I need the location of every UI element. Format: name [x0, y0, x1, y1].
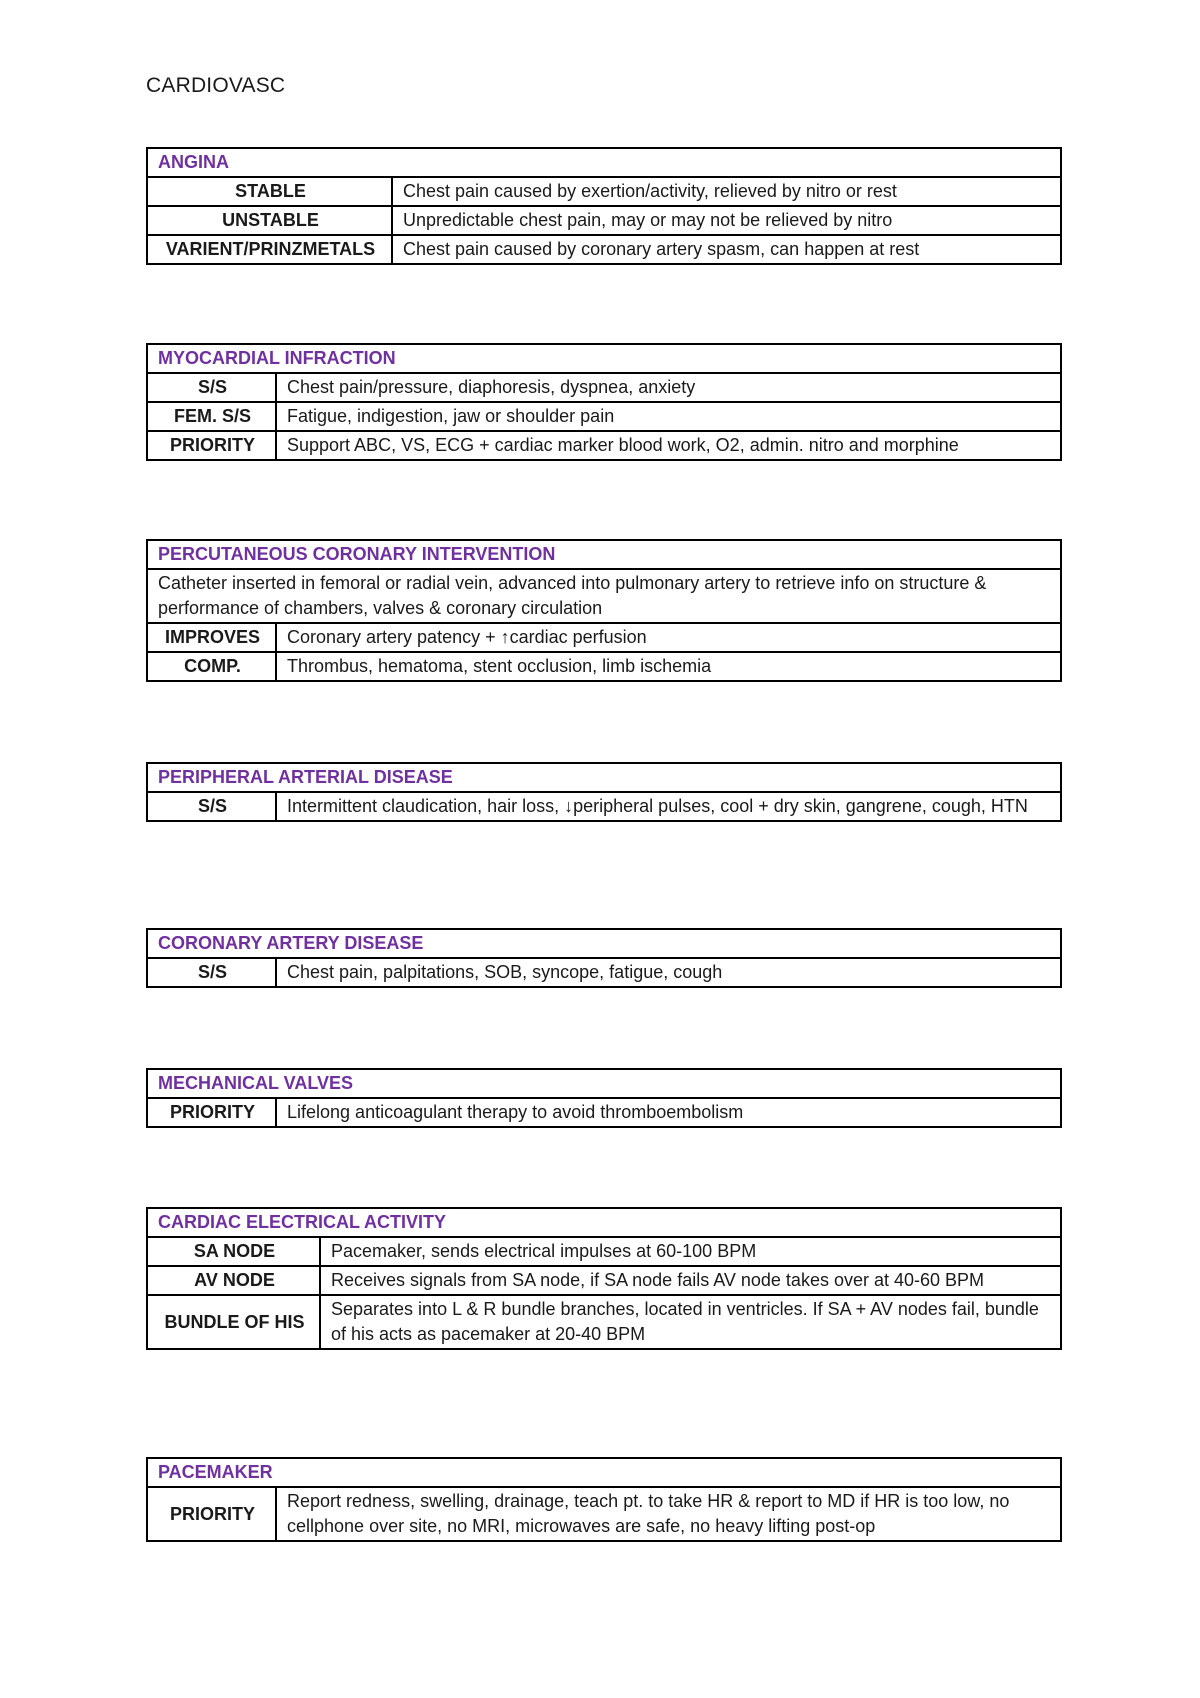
- row-label: STABLE: [147, 177, 392, 206]
- row-text: Pacemaker, sends electrical impulses at 60-100 BPM: [320, 1237, 1061, 1266]
- angina-table: [146, 147, 1062, 265]
- table-row: [147, 431, 1061, 460]
- table-row: [147, 1266, 1061, 1295]
- row-label: S/S: [147, 958, 276, 987]
- row-label: AV NODE: [147, 1266, 320, 1295]
- table-row: [147, 235, 1061, 264]
- section-heading: CORONARY ARTERY DISEASE: [147, 929, 1061, 958]
- section-heading: PACEMAKER: [147, 1458, 1061, 1487]
- row-text: Chest pain, palpitations, SOB, syncope, fatigue, cough: [276, 958, 1061, 987]
- row-text: Support ABC, VS, ECG + cardiac marker blood work, O2, admin. nitro and morphine: [276, 431, 1061, 460]
- table-row: [147, 1487, 1061, 1541]
- table-header-row: [147, 929, 1061, 958]
- table-row: [147, 1237, 1061, 1266]
- table-header-row: [147, 540, 1061, 569]
- row-label: PRIORITY: [147, 1487, 276, 1541]
- row-label: FEM. S/S: [147, 402, 276, 431]
- table-header-row: [147, 763, 1061, 792]
- table-row: [147, 373, 1061, 402]
- row-text: Lifelong anticoagulant therapy to avoid thromboembolism: [276, 1098, 1061, 1127]
- section-description: Catheter inserted in femoral or radial vein, advanced into pulmonary artery to retrieve info on structure & performance of chambers, valves & coronary circulation: [147, 569, 1061, 623]
- row-label: UNSTABLE: [147, 206, 392, 235]
- section-heading: PERIPHERAL ARTERIAL DISEASE: [147, 763, 1061, 792]
- cad-table: [146, 928, 1062, 988]
- row-text: Report redness, swelling, drainage, teach pt. to take HR & report to MD if HR is too low, no cellphone over site, no MRI, microwaves are safe, no heavy lifting post-op: [276, 1487, 1061, 1541]
- myocardial-infraction-table: [146, 343, 1062, 461]
- table-row: [147, 402, 1061, 431]
- row-label: SA NODE: [147, 1237, 320, 1266]
- row-text: Chest pain/pressure, diaphoresis, dyspnea, anxiety: [276, 373, 1061, 402]
- row-text: Intermittent claudication, hair loss, ↓peripheral pulses, cool + dry skin, gangrene, cough, HTN: [276, 792, 1061, 821]
- cardiac-electrical-activity-table: [146, 1207, 1062, 1350]
- row-text: Coronary artery patency + ↑cardiac perfusion: [276, 623, 1061, 652]
- table-header-row: [147, 148, 1061, 177]
- row-text: Receives signals from SA node, if SA node fails AV node takes over at 40-60 BPM: [320, 1266, 1061, 1295]
- row-label: IMPROVES: [147, 623, 276, 652]
- table-row: [147, 652, 1061, 681]
- section-heading: CARDIAC ELECTRICAL ACTIVITY: [147, 1208, 1061, 1237]
- page-title: CARDIOVASC: [146, 74, 286, 97]
- table-row: [147, 792, 1061, 821]
- table-row: [147, 958, 1061, 987]
- row-text: Fatigue, indigestion, jaw or shoulder pain: [276, 402, 1061, 431]
- table-row: [147, 1098, 1061, 1127]
- row-label: PRIORITY: [147, 1098, 276, 1127]
- row-text: Unpredictable chest pain, may or may not be relieved by nitro: [392, 206, 1061, 235]
- table-header-row: [147, 1069, 1061, 1098]
- table-row: [147, 623, 1061, 652]
- pacemaker-table: [146, 1457, 1062, 1542]
- mechanical-valves-table: [146, 1068, 1062, 1128]
- table-header-row: [147, 1208, 1061, 1237]
- row-label: BUNDLE OF HIS: [147, 1295, 320, 1349]
- section-heading: ANGINA: [147, 148, 1061, 177]
- table-row: [147, 1295, 1061, 1349]
- table-header-row: [147, 344, 1061, 373]
- row-text: Chest pain caused by exertion/activity, relieved by nitro or rest: [392, 177, 1061, 206]
- section-heading: MYOCARDIAL INFRACTION: [147, 344, 1061, 373]
- row-text: Thrombus, hematoma, stent occlusion, limb ischemia: [276, 652, 1061, 681]
- pad-table: [146, 762, 1062, 822]
- row-label: PRIORITY: [147, 431, 276, 460]
- table-header-row: [147, 1458, 1061, 1487]
- row-label: S/S: [147, 373, 276, 402]
- table-row: [147, 569, 1061, 623]
- row-label: COMP.: [147, 652, 276, 681]
- table-row: [147, 206, 1061, 235]
- row-text: Separates into L & R bundle branches, located in ventricles. If SA + AV nodes fail, bundle of his acts as pacemaker at 20-40 BPM: [320, 1295, 1061, 1349]
- table-row: [147, 177, 1061, 206]
- section-heading: PERCUTANEOUS CORONARY INTERVENTION: [147, 540, 1061, 569]
- row-label: S/S: [147, 792, 276, 821]
- row-label: VARIENT/PRINZMETALS: [147, 235, 392, 264]
- pci-table: [146, 539, 1062, 682]
- section-heading: MECHANICAL VALVES: [147, 1069, 1061, 1098]
- row-text: Chest pain caused by coronary artery spasm, can happen at rest: [392, 235, 1061, 264]
